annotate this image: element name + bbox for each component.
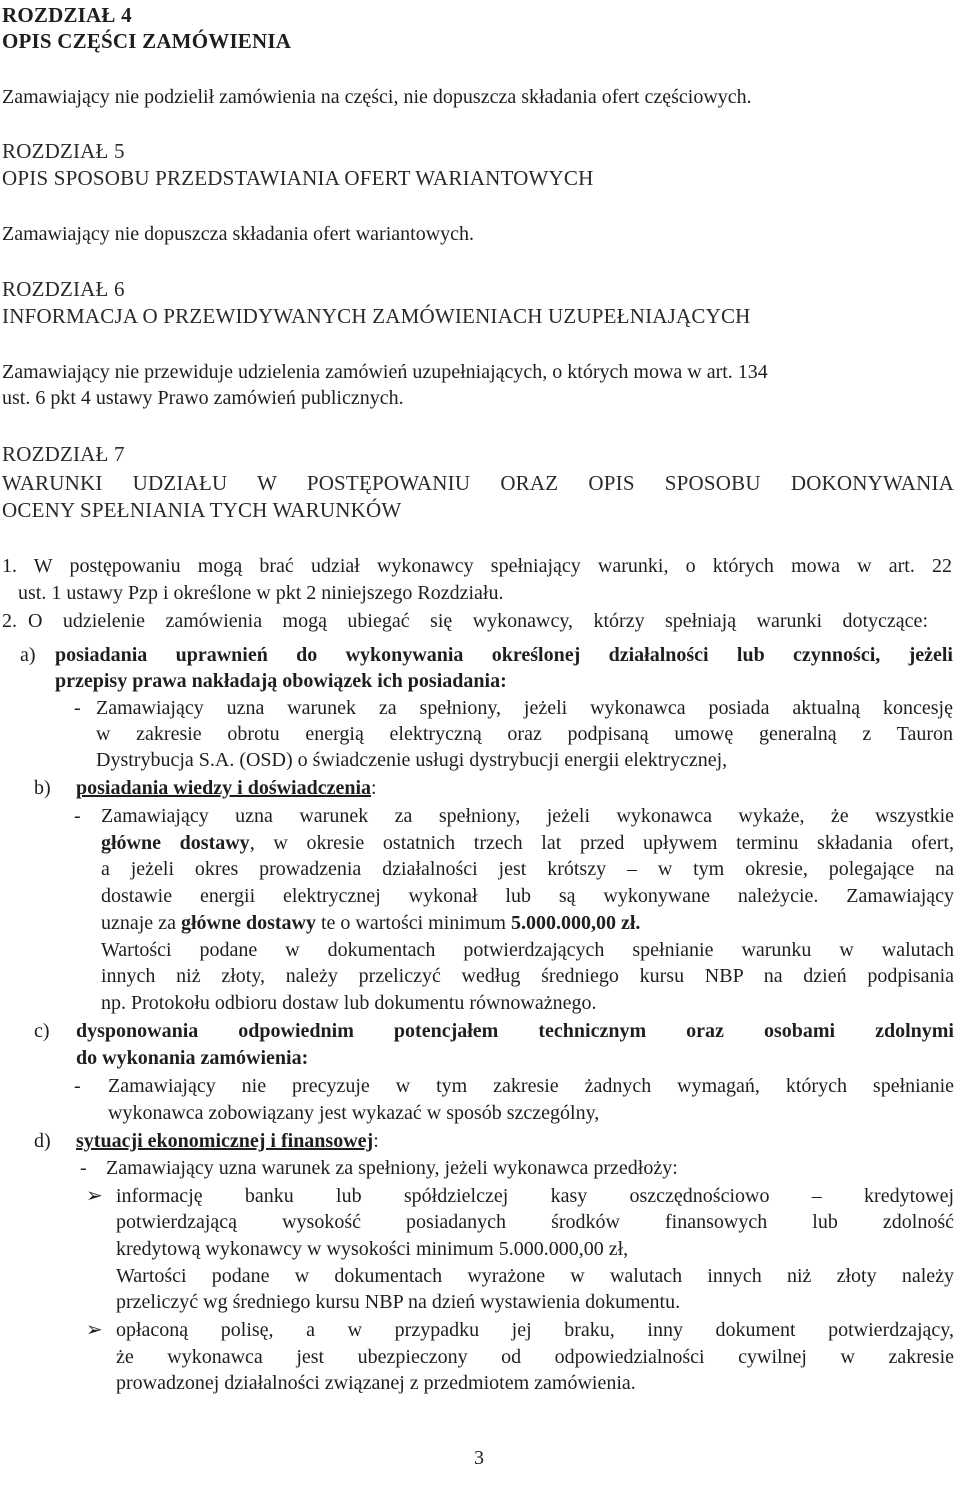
- bullet-1-line3: kredytową wykonawcy w wysokości minimum 5.000.000,00 zł,: [116, 1238, 629, 1260]
- item-b-text-line5-a: uznaje za: [101, 912, 181, 934]
- item-b-text-line7: innych niż złoty, należy przeliczyć według średniego kursu NBP na dzień podpisania: [101, 965, 954, 987]
- item-b-text-line8: np. Protokołu odbioru dostaw lub dokumentu równoważnego.: [101, 992, 597, 1014]
- chapter-7-title-line1: WARUNKI UDZIAŁU W POSTĘPOWANIU ORAZ OPIS SPOSOBU DOKONYWANIA: [2, 471, 954, 495]
- item-b-minimum-amount: 5.000.000,00 zł.: [510, 912, 641, 934]
- item-b-text-line5-b: te o wartości minimum: [315, 912, 511, 934]
- point-2-number: 2.: [2, 610, 17, 632]
- item-b-heading-colon: :: [371, 777, 377, 799]
- item-b-heading-bold: posiadania wiedzy i doświadczenia: [76, 777, 372, 799]
- item-d-heading: [76, 1128, 379, 1154]
- point-1-line2: ust. 1 ustawy Pzp i określone w pkt 2 niniejszego Rozdziału.: [18, 582, 504, 604]
- item-d-dash: -: [80, 1157, 87, 1179]
- bullet-2-line3: prowadzonej działalności związanej z przedmiotem zamówienia.: [116, 1372, 636, 1394]
- item-a-text-line1: Zamawiający uzna warunek za spełniony, jeżeli wykonawca posiada aktualną koncesję: [96, 697, 953, 719]
- chapter-6-text-line2: ust. 6 pkt 4 ustawy Prawo zamówień publicznych.: [2, 387, 404, 409]
- point-2-text: O udzielenie zamówienia mogą ubiegać się wykonawcy, którzy spełniają warunki dotyczące:: [28, 610, 928, 632]
- item-a-heading-line2: przepisy prawa nakładają obowiązek ich posiadania:: [55, 670, 507, 692]
- item-d-marker: d): [34, 1130, 51, 1152]
- chapter-6-label: ROZDZIAŁ 6: [2, 277, 125, 301]
- item-c-text-line1: Zamawiający nie precyzuje w tym zakresie żadnych wymagań, których spełnianie: [108, 1075, 954, 1097]
- bullet-1-line1: informację banku lub spółdzielczej kasy oszczędnościowo – kredytowej: [116, 1185, 954, 1207]
- item-b-text-line6: Wartości podane w dokumentach potwierdzających spełnianie warunku w walutach: [101, 939, 954, 961]
- item-c-marker: c): [34, 1020, 50, 1042]
- item-d-heading-colon: :: [373, 1130, 379, 1152]
- item-d-heading-bold: sytuacji ekonomicznej i finansowej: [76, 1130, 374, 1152]
- chapter-5-text: Zamawiający nie dopuszcza składania ofert wariantowych.: [2, 223, 475, 245]
- item-b-main-deliveries-2: główne dostawy: [180, 912, 316, 934]
- chapter-7-label: ROZDZIAŁ 7: [2, 442, 125, 466]
- item-b-marker: b): [34, 777, 51, 799]
- chapter-6-text-line1: Zamawiający nie przewiduje udzielenia zamówień uzupełniających, o których mowa w art. 134: [2, 361, 768, 383]
- item-b-text-line3: a jeżeli okres prowadzenia działalności jest krótszy – w tym okresie, polegające na: [101, 858, 954, 880]
- chapter-5-label: ROZDZIAŁ 5: [2, 139, 125, 163]
- page-number: 3: [474, 1447, 484, 1469]
- bullet-1-line5: przeliczyć wg średniego kursu NBP na dzień wystawienia dokumentu.: [116, 1291, 681, 1313]
- bullet-2-line1: opłaconą polisę, a w przypadku jej braku, inny dokument potwierdzający,: [116, 1319, 954, 1341]
- chapter-4-label: ROZDZIAŁ 4: [2, 3, 132, 27]
- item-b-dash: -: [74, 805, 81, 827]
- chapter-4-text: Zamawiający nie podzielił zamówienia na części, nie dopuszcza składania ofert częściowych.: [2, 86, 752, 108]
- chapter-5-title: OPIS SPOSOBU PRZEDSTAWIANIA OFERT WARIANTOWYCH: [2, 166, 594, 190]
- chapter-4-title: OPIS CZĘŚCI ZAMÓWIENIA: [2, 29, 292, 53]
- item-b-text-line2: [101, 830, 954, 856]
- item-c-heading-line2: do wykonania zamówienia:: [76, 1047, 309, 1069]
- item-d-text-line1: Zamawiający uzna warunek za spełniony, jeżeli wykonawca przedłoży:: [106, 1157, 678, 1179]
- item-a-dash: -: [74, 697, 81, 719]
- bullet-1-line4: Wartości podane w dokumentach wyrażone w walutach innych niż złoty należy: [116, 1265, 954, 1287]
- item-c-text-line2: wykonawca zobowiązany jest wykazać w sposób szczególny,: [108, 1102, 600, 1124]
- item-b-text-line1: Zamawiający uzna warunek za spełniony, jeżeli wykonawca wykaże, że wszystkie: [101, 805, 954, 827]
- item-c-dash: -: [74, 1075, 81, 1097]
- item-a-text-line3: Dystrybucja S.A. (OSD) o świadczenie usługi dystrybucji energii elektrycznej,: [96, 749, 728, 771]
- item-b-main-deliveries: główne dostawy: [101, 832, 250, 854]
- chapter-7-title-line2: OCENY SPEŁNIANIA TYCH WARUNKÓW: [2, 498, 402, 522]
- bullet-2-line2: że wykonawca jest ubezpieczony od odpowiedzialności cywilnej w zakresie: [116, 1346, 954, 1368]
- item-a-heading-line1: posiadania uprawnień do wykonywania określonej działalności lub czynności, jeżeli: [55, 644, 953, 666]
- arrow-bullet-icon: ➢: [86, 1319, 103, 1341]
- item-a-text-line2: w zakresie obrotu energią elektryczną oraz podpisaną umowę generalną z Tauron: [96, 723, 953, 745]
- item-c-heading-line1: dysponowania odpowiednim potencjałem technicznym oraz osobami zdolnymi: [76, 1020, 954, 1042]
- arrow-bullet-icon: ➢: [86, 1185, 103, 1207]
- item-a-marker: a): [20, 644, 36, 666]
- bullet-1-line2: potwierdzającą wysokość posiadanych środków finansowych lub zdolność: [116, 1211, 954, 1233]
- chapter-6-title: INFORMACJA O PRZEWIDYWANYCH ZAMÓWIENIACH UZUPEŁNIAJĄCYCH: [2, 304, 751, 328]
- point-1-line1: 1. W postępowaniu mogą brać udział wykonawcy spełniający warunki, o których mowa w art. 22: [2, 555, 952, 577]
- item-b-heading: [76, 775, 377, 801]
- item-b-text-line4: dostawie energii elektrycznej wykonał lub są wykonywane należycie. Zamawiający: [101, 885, 954, 907]
- item-b-text-line2-rest: , w okresie ostatnich trzech lat przed upływem terminu składania ofert,: [249, 832, 954, 854]
- item-b-text-line5: [101, 910, 640, 936]
